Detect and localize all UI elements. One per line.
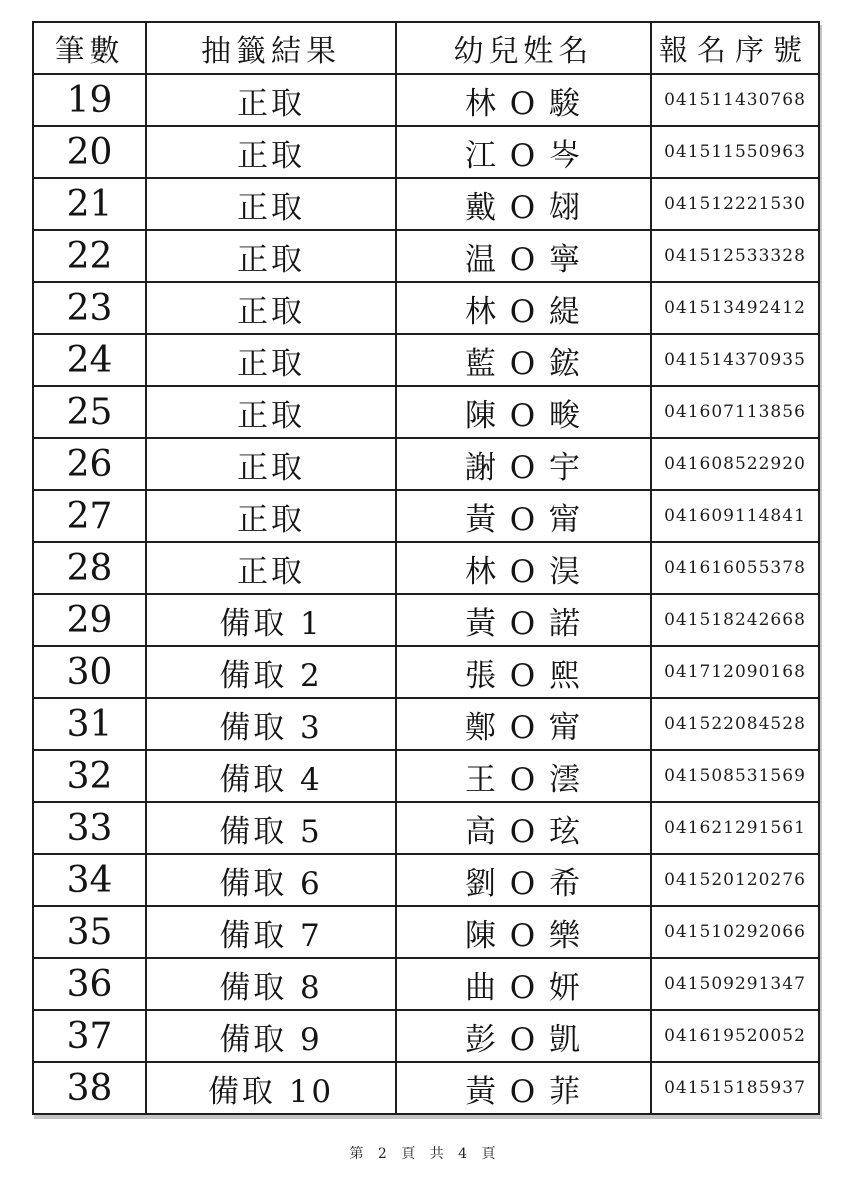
table-row bbox=[33, 490, 819, 542]
cell-lottery-result: 正取 bbox=[146, 386, 396, 438]
table-row bbox=[33, 542, 819, 594]
table-row bbox=[33, 854, 819, 906]
cell-child-name: 黃 O 甯 bbox=[396, 490, 651, 542]
cell-row-number: 28 bbox=[33, 542, 146, 594]
cell-lottery-result: 正取 bbox=[146, 490, 396, 542]
cell-registration-number: 041508531569 bbox=[651, 750, 819, 802]
cell-row-number: 22 bbox=[33, 230, 146, 282]
cell-registration-number: 041621291561 bbox=[651, 802, 819, 854]
cell-row-number: 33 bbox=[33, 802, 146, 854]
cell-row-number: 19 bbox=[33, 74, 146, 126]
cell-registration-number: 041511430768 bbox=[651, 74, 819, 126]
cell-lottery-result: 備取 3 bbox=[146, 698, 396, 750]
cell-row-number: 36 bbox=[33, 958, 146, 1010]
cell-registration-number: 041511550963 bbox=[651, 126, 819, 178]
cell-lottery-result: 備取 5 bbox=[146, 802, 396, 854]
cell-registration-number: 041518242668 bbox=[651, 594, 819, 646]
cell-lottery-result: 備取 1 bbox=[146, 594, 396, 646]
cell-registration-number: 041514370935 bbox=[651, 334, 819, 386]
cell-child-name: 陳 O 樂 bbox=[396, 906, 651, 958]
cell-lottery-result: 備取 6 bbox=[146, 854, 396, 906]
cell-child-name: 黃 O 菲 bbox=[396, 1062, 651, 1114]
cell-registration-number: 041607113856 bbox=[651, 386, 819, 438]
table-body bbox=[33, 74, 819, 1114]
table-row bbox=[33, 958, 819, 1010]
cell-child-name: 張 O 熙 bbox=[396, 646, 651, 698]
table-row bbox=[33, 74, 819, 126]
cell-row-number: 29 bbox=[33, 594, 146, 646]
cell-lottery-result: 備取 10 bbox=[146, 1062, 396, 1114]
cell-registration-number: 041520120276 bbox=[651, 854, 819, 906]
cell-registration-number: 041515185937 bbox=[651, 1062, 819, 1114]
cell-row-number: 23 bbox=[33, 282, 146, 334]
cell-registration-number: 041619520052 bbox=[651, 1010, 819, 1062]
table-row bbox=[33, 698, 819, 750]
table-row bbox=[33, 594, 819, 646]
cell-lottery-result: 正取 bbox=[146, 282, 396, 334]
table-row bbox=[33, 282, 819, 334]
table-row bbox=[33, 802, 819, 854]
column-header-lottery-result: 抽籤結果 bbox=[146, 22, 396, 74]
cell-child-name: 黃 O 諾 bbox=[396, 594, 651, 646]
cell-child-name: 鄭 O 甯 bbox=[396, 698, 651, 750]
cell-row-number: 38 bbox=[33, 1062, 146, 1114]
table-row bbox=[33, 178, 819, 230]
cell-lottery-result: 備取 4 bbox=[146, 750, 396, 802]
cell-registration-number: 041510292066 bbox=[651, 906, 819, 958]
cell-child-name: 林 O 緹 bbox=[396, 282, 651, 334]
table-row bbox=[33, 906, 819, 958]
column-header-registration-number: 報名序號 bbox=[651, 22, 819, 74]
cell-child-name: 藍 O 鋐 bbox=[396, 334, 651, 386]
column-header-count: 筆數 bbox=[33, 22, 146, 74]
cell-registration-number: 041512221530 bbox=[651, 178, 819, 230]
cell-row-number: 25 bbox=[33, 386, 146, 438]
table-row bbox=[33, 1062, 819, 1114]
cell-registration-number: 041509291347 bbox=[651, 958, 819, 1010]
table-row bbox=[33, 230, 819, 282]
cell-registration-number: 041608522920 bbox=[651, 438, 819, 490]
cell-registration-number: 041712090168 bbox=[651, 646, 819, 698]
cell-row-number: 27 bbox=[33, 490, 146, 542]
cell-child-name: 王 O 澐 bbox=[396, 750, 651, 802]
cell-lottery-result: 正取 bbox=[146, 178, 396, 230]
cell-row-number: 30 bbox=[33, 646, 146, 698]
cell-child-name: 彭 O 凱 bbox=[396, 1010, 651, 1062]
table-row bbox=[33, 1010, 819, 1062]
cell-lottery-result: 正取 bbox=[146, 74, 396, 126]
header-row bbox=[33, 22, 819, 74]
table-header bbox=[33, 22, 819, 74]
cell-child-name: 謝 O 宇 bbox=[396, 438, 651, 490]
cell-child-name: 高 O 玹 bbox=[396, 802, 651, 854]
table-row bbox=[33, 386, 819, 438]
cell-row-number: 37 bbox=[33, 1010, 146, 1062]
cell-registration-number: 041513492412 bbox=[651, 282, 819, 334]
cell-child-name: 陳 O 畯 bbox=[396, 386, 651, 438]
cell-lottery-result: 備取 2 bbox=[146, 646, 396, 698]
cell-registration-number: 041609114841 bbox=[651, 490, 819, 542]
table-row bbox=[33, 438, 819, 490]
page-footer: 第 2 頁 共 4 頁 bbox=[349, 1146, 501, 1162]
cell-lottery-result: 備取 7 bbox=[146, 906, 396, 958]
cell-registration-number: 041522084528 bbox=[651, 698, 819, 750]
cell-lottery-result: 備取 9 bbox=[146, 1010, 396, 1062]
cell-child-name: 江 O 岑 bbox=[396, 126, 651, 178]
cell-child-name: 戴 O 翃 bbox=[396, 178, 651, 230]
cell-child-name: 林 O 淏 bbox=[396, 542, 651, 594]
cell-row-number: 26 bbox=[33, 438, 146, 490]
cell-lottery-result: 備取 8 bbox=[146, 958, 396, 1010]
cell-row-number: 21 bbox=[33, 178, 146, 230]
cell-child-name: 林 O 駿 bbox=[396, 74, 651, 126]
cell-row-number: 35 bbox=[33, 906, 146, 958]
cell-child-name: 曲 O 妍 bbox=[396, 958, 651, 1010]
cell-row-number: 24 bbox=[33, 334, 146, 386]
table-row bbox=[33, 750, 819, 802]
cell-registration-number: 041616055378 bbox=[651, 542, 819, 594]
lottery-results-table bbox=[32, 21, 820, 1115]
table-row bbox=[33, 646, 819, 698]
cell-lottery-result: 正取 bbox=[146, 230, 396, 282]
column-header-child-name: 幼兒姓名 bbox=[396, 22, 651, 74]
cell-registration-number: 041512533328 bbox=[651, 230, 819, 282]
cell-lottery-result: 正取 bbox=[146, 542, 396, 594]
cell-row-number: 32 bbox=[33, 750, 146, 802]
cell-lottery-result: 正取 bbox=[146, 334, 396, 386]
cell-lottery-result: 正取 bbox=[146, 438, 396, 490]
cell-lottery-result: 正取 bbox=[146, 126, 396, 178]
cell-row-number: 34 bbox=[33, 854, 146, 906]
table-row bbox=[33, 126, 819, 178]
table-row bbox=[33, 334, 819, 386]
cell-row-number: 31 bbox=[33, 698, 146, 750]
cell-child-name: 温 O 寧 bbox=[396, 230, 651, 282]
cell-row-number: 20 bbox=[33, 126, 146, 178]
cell-child-name: 劉 O 希 bbox=[396, 854, 651, 906]
